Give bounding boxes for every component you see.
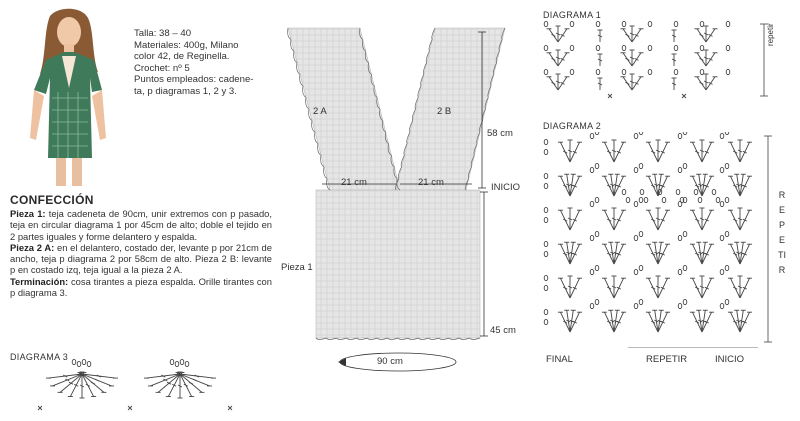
chain-stitch-symbol	[544, 139, 548, 144]
chain-stitch-symbol	[590, 201, 594, 206]
chain-stitch-symbol	[674, 69, 678, 74]
chain-stitch-symbol	[720, 269, 724, 274]
slip-stitch-symbol	[228, 406, 232, 410]
puntos-label: Puntos empleados:	[134, 74, 217, 85]
chain-stitch-symbol	[570, 21, 574, 26]
slip-stitch-symbol	[128, 406, 132, 410]
chain-stitch-symbol	[639, 299, 643, 304]
chain-stitch-symbol	[180, 359, 184, 364]
chain-stitch-symbol	[640, 189, 644, 194]
chain-stitch-symbol	[725, 231, 729, 236]
chain-stitch-symbol	[544, 217, 548, 222]
terminacion-text: cosa tirantes a pieza espalda. Orille tirantes con p diagrama 3.	[10, 275, 272, 299]
chain-stitch-symbol	[678, 303, 682, 308]
chain-stitch-symbol	[570, 45, 574, 50]
slip-stitch-symbol	[38, 406, 42, 410]
instruction-pieza-1	[10, 208, 272, 242]
chain-stitch-symbol	[648, 69, 652, 74]
chain-stitch-symbol	[544, 207, 548, 212]
chain-stitch-symbol	[712, 189, 716, 194]
chain-stitch-symbol	[720, 303, 724, 308]
chain-stitch-symbol	[726, 21, 730, 26]
chain-stitch-symbol	[622, 21, 626, 26]
chain-stitch-symbol	[590, 235, 594, 240]
crochet-text: Crochet: nº 5	[134, 62, 190, 74]
strap-2b-label: 2 B	[437, 106, 452, 117]
chain-stitch-symbol	[639, 197, 643, 202]
diagrama-1-chart	[540, 20, 780, 102]
chain-stitch-symbol	[595, 265, 599, 270]
chain-stitch-symbol	[683, 299, 687, 304]
chain-stitch-symbol	[544, 251, 548, 256]
chain-stitch-symbol	[590, 303, 594, 308]
chain-stitch-symbol	[678, 235, 682, 240]
chain-stitch-symbol	[683, 265, 687, 270]
chain-stitch-symbol	[676, 189, 680, 194]
confeccion-title: CONFECCIÓN	[10, 193, 94, 207]
chain-stitch-symbol	[725, 265, 729, 270]
model-photo	[18, 8, 118, 186]
chain-stitch-symbol	[720, 235, 724, 240]
confeccion-instructions	[10, 208, 272, 298]
chain-stitch-symbol	[622, 189, 626, 194]
chain-stitch-symbol	[639, 231, 643, 236]
chain-stitch-symbol	[175, 361, 179, 366]
chain-stitch-symbol	[77, 361, 81, 366]
chain-stitch-symbol	[720, 133, 724, 138]
chain-stitch-symbol	[544, 149, 548, 154]
chain-stitch-symbol	[648, 21, 652, 26]
inicio-label: INICIO	[491, 182, 521, 193]
chain-stitch-symbol	[683, 163, 687, 168]
chain-stitch-symbol	[634, 201, 638, 206]
chain-stitch-symbol	[698, 197, 702, 202]
terminacion-label: Terminación:	[10, 275, 69, 287]
chain-stitch-symbol	[694, 189, 698, 194]
chain-stitch-symbol	[683, 231, 687, 236]
chain-stitch-symbol	[590, 167, 594, 172]
pieza-2-label: Pieza 2 A:	[10, 241, 55, 253]
chain-stitch-symbol	[595, 197, 599, 202]
width-b-label: 21 cm	[418, 177, 444, 188]
pieza-1-text: teja cadeneta de 90cm, unir extremos con p pasado, teja en circular diagrama 1 por 45cm de alto; doble el tejido en 2 partes iguales y forme delantero y espalda.	[10, 208, 272, 242]
chain-stitch-symbol	[595, 163, 599, 168]
instruction-pieza-2	[10, 242, 272, 276]
diagrama-1-repetir: repetir	[766, 23, 775, 46]
diagrama-2-title: DIAGRAMA 2	[543, 121, 602, 131]
chain-stitch-symbol	[639, 163, 643, 168]
chain-stitch-symbol	[590, 269, 594, 274]
materiales-text-2: color 42, de Reginella.	[134, 51, 230, 62]
chain-stitch-symbol	[170, 359, 174, 364]
chain-stitch-symbol	[544, 69, 548, 74]
chain-stitch-symbol	[595, 132, 599, 135]
chain-stitch-symbol	[544, 241, 548, 246]
chain-stitch-symbol	[544, 45, 548, 50]
diagrama-2-repetir-vertical: REPETIR	[778, 190, 786, 275]
chain-stitch-symbol	[595, 299, 599, 304]
diagrama-2-inicio: INICIO	[715, 354, 745, 365]
slip-stitch-symbol	[682, 94, 686, 98]
chain-stitch-symbol	[596, 69, 600, 74]
chain-stitch-symbol	[674, 45, 678, 50]
strap-height-label: 58 cm	[487, 128, 513, 139]
instruction-terminacion	[10, 276, 272, 299]
chain-stitch-symbol	[700, 21, 704, 26]
width-a-label: 21 cm	[341, 177, 367, 188]
chain-stitch-symbol	[725, 163, 729, 168]
strap-2a-label: 2 A	[313, 106, 327, 117]
chain-stitch-symbol	[82, 359, 86, 364]
chain-stitch-symbol	[622, 69, 626, 74]
pieza-1-label: Pieza 1:	[10, 208, 46, 219]
diagrama-2-final: FINAL	[546, 354, 573, 365]
chain-stitch-symbol	[726, 45, 730, 50]
chain-stitch-symbol	[634, 133, 638, 138]
materiales-text-1: 400g, Milano	[180, 39, 239, 51]
chain-stitch-symbol	[700, 69, 704, 74]
chain-stitch-symbol	[678, 167, 682, 172]
chain-stitch-symbol	[544, 173, 548, 178]
circumference-label: 90 cm	[377, 356, 403, 367]
diagrama-2-repetir-bottom: REPETIR	[646, 354, 688, 365]
body-height-label: 45 cm	[490, 325, 516, 336]
chain-stitch-symbol	[596, 21, 600, 26]
chain-stitch-symbol	[700, 45, 704, 50]
chain-stitch-symbol	[720, 201, 724, 206]
chain-stitch-symbol	[644, 197, 648, 202]
chain-stitch-symbol	[72, 359, 76, 364]
chain-stitch-symbol	[725, 132, 729, 135]
chain-stitch-symbol	[634, 269, 638, 274]
chain-stitch-symbol	[570, 69, 574, 74]
pieza-1-label: Pieza 1	[281, 262, 313, 273]
chain-stitch-symbol	[683, 132, 687, 135]
chain-stitch-symbol	[725, 299, 729, 304]
chain-stitch-symbol	[648, 45, 652, 50]
chain-stitch-symbol	[662, 197, 666, 202]
chain-stitch-symbol	[720, 167, 724, 172]
diagrama-2-chart	[536, 132, 784, 348]
chain-stitch-symbol	[634, 167, 638, 172]
diagrama-3-chart	[30, 352, 260, 416]
puntos-text-2: ta, p diagramas 1, 2 y 3.	[134, 85, 237, 97]
chain-stitch-symbol	[185, 361, 189, 366]
chain-stitch-symbol	[634, 235, 638, 240]
materiales-label: Materiales:	[134, 39, 181, 51]
chain-stitch-symbol	[595, 231, 599, 236]
chain-stitch-symbol	[626, 197, 630, 202]
slip-stitch-symbol	[608, 94, 612, 98]
chain-stitch-symbol	[622, 45, 626, 50]
body-piece-1	[316, 190, 480, 338]
chain-stitch-symbol	[678, 133, 682, 138]
diagrama-1-title: DIAGRAMA 1	[543, 10, 602, 20]
chain-stitch-symbol	[544, 319, 548, 324]
chain-stitch-symbol	[544, 309, 548, 314]
chain-stitch-symbol	[639, 132, 643, 135]
chain-stitch-symbol	[726, 69, 730, 74]
chain-stitch-symbol	[87, 361, 91, 366]
chain-stitch-symbol	[596, 45, 600, 50]
chain-stitch-symbol	[716, 197, 720, 202]
chain-stitch-symbol	[639, 265, 643, 270]
talla-text: Talla: 38 – 40	[134, 28, 192, 39]
chain-stitch-symbol	[725, 197, 729, 202]
chain-stitch-symbol	[544, 21, 548, 26]
puntos-text-1: cadene-	[216, 74, 254, 85]
chain-stitch-symbol	[544, 183, 548, 188]
chain-stitch-symbol	[544, 275, 548, 280]
strap-2a	[288, 28, 400, 190]
diagrama-3-title: DIAGRAMA 3	[10, 352, 69, 362]
chain-stitch-symbol	[590, 133, 594, 138]
chain-stitch-symbol	[674, 21, 678, 26]
pieza-2-text: en el delantero, costado der, levante p por 21cm de ancho, teja p diagrama 2 por 58cm de alto. Pieza 2 B: levante p en costado izq, teja igual a la pieza 2 A.	[10, 241, 272, 276]
chain-stitch-symbol	[634, 303, 638, 308]
chain-stitch-symbol	[544, 285, 548, 290]
chain-stitch-symbol	[678, 269, 682, 274]
